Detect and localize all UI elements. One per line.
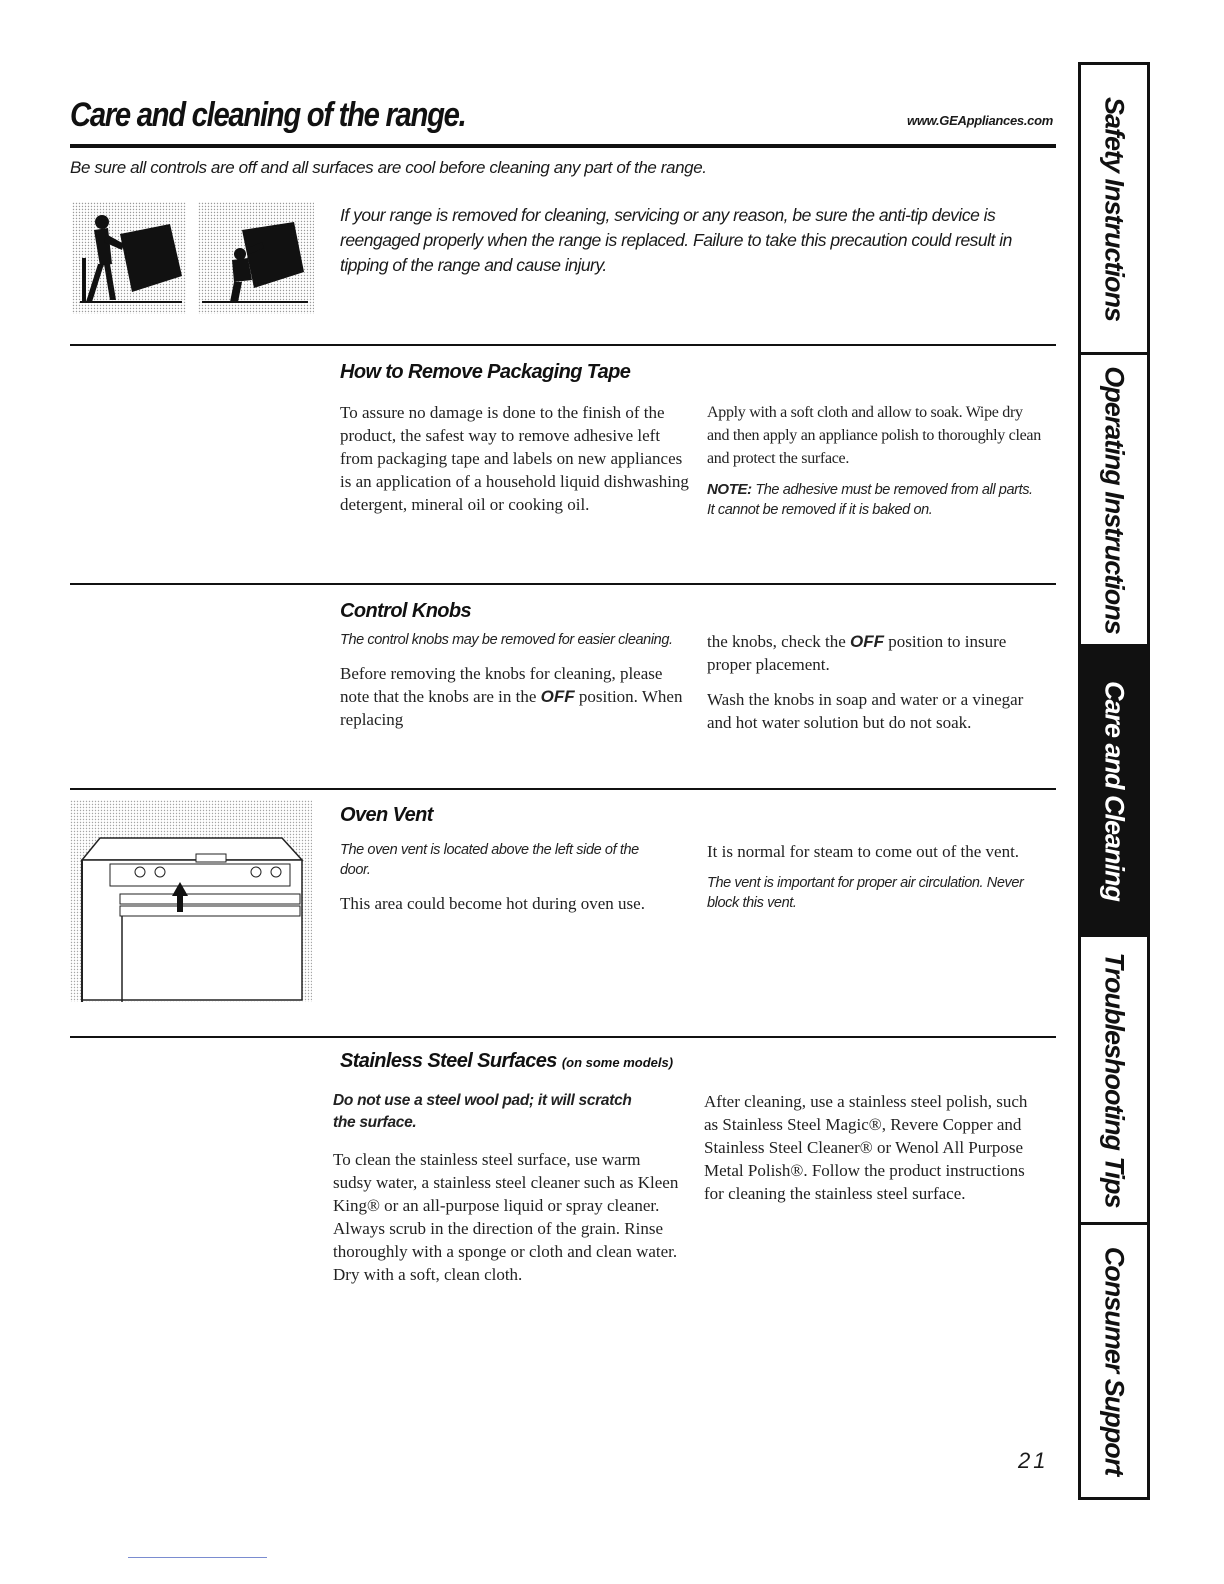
header-rule (70, 144, 1056, 148)
tape-right-paragraph: Apply with a soft cloth and allow to soak. Wipe dry and then apply an appliance polish to thoroughly clean and protect the surface. (707, 404, 1041, 467)
section-title-control-knobs: Control Knobs (340, 600, 472, 622)
knobs-left-column (340, 630, 690, 741)
page-title: Care and cleaning of the range. (70, 96, 466, 134)
intro-text: Be sure all controls are off and all surfaces are cool before cleaning any part of the range. (70, 158, 707, 177)
vent-right-column (707, 840, 1042, 923)
knobs-right-text-b: position to insure proper placement. (707, 632, 1007, 674)
tab-label: Safety Instructions (1099, 96, 1130, 321)
sidebar-nav (1078, 62, 1150, 1500)
section-title-packaging-tape: How to Remove Packaging Tape (340, 361, 631, 383)
knobs-right-paragraph-2: Wash the knobs in soap and water or a vinegar and hot water solution but do not soak. (707, 690, 1024, 732)
tab-care-and-cleaning[interactable] (1081, 647, 1147, 937)
section-rule (70, 1036, 1056, 1038)
section-rule (70, 344, 1056, 346)
section-rule (70, 583, 1056, 585)
page-number: 21 (1018, 1448, 1049, 1473)
vent-left-paragraph: This area could become hot during oven use. (340, 894, 645, 913)
note-text: The adhesive must be removed from all parts. It cannot be removed if it is baked on. (707, 482, 1033, 518)
tape-note (707, 480, 1042, 520)
steel-right-column (704, 1090, 1039, 1215)
section-title-oven-vent: Oven Vent (340, 804, 433, 826)
stainless-title-text: Stainless Steel Surfaces (340, 1050, 557, 1072)
off-keyword: OFF (850, 632, 885, 651)
website-link[interactable]: www.GEAppliances.com (907, 113, 1053, 128)
knobs-right-text-a: the knobs, check the (707, 632, 846, 651)
tab-label: Operating Instructions (1099, 365, 1130, 634)
steel-left-paragraph: To clean the stainless steel surface, use warm sudsy water, a stainless steel cleaner such as Kleen King® or an all-purpose liquid or spray cleaner. Always scrub in the direction of the grain. Rinse thoroughly with a sponge or cloth and clean water. Dry with a soft, clean cloth. (333, 1150, 679, 1284)
tab-operating-instructions[interactable] (1081, 355, 1147, 647)
bottom-rule (128, 1557, 267, 1558)
oven-vent-illustration (70, 800, 312, 1002)
knobs-left-paragraph (340, 662, 690, 731)
tape-right-column (707, 401, 1042, 530)
tab-label: Troubleshooting Tips (1099, 952, 1130, 1207)
tape-left-paragraph: To assure no damage is done to the finish of the product, the safest way to remove adhesive left from packaging tape and labels on new appliances is an application of a household liquid dishwashing detergent, mineral oil or cooking oil. (340, 403, 689, 514)
vent-right-italic: The vent is important for proper air circulation. Never block this vent. (707, 875, 1024, 911)
knobs-right-column (707, 630, 1042, 744)
anti-tip-warning: If your range is removed for cleaning, servicing or any reason, be sure the anti-tip device is reengaged properly when the range is replaced. Failure to take this precaution could result in tipping of the range and cause injury. (340, 205, 1012, 275)
off-keyword: OFF (540, 687, 575, 706)
tab-label: Care and Cleaning (1099, 680, 1130, 901)
vent-right-paragraph: It is normal for steam to come out of the vent. (707, 842, 1020, 861)
knobs-left-text-b: position. When replacing (340, 687, 683, 729)
knobs-left-italic: The control knobs may be removed for easier cleaning. (340, 632, 673, 648)
stainless-title-suffix: (on some models) (561, 1055, 674, 1070)
tab-safety-instructions[interactable] (1081, 65, 1147, 355)
tab-consumer-support[interactable] (1081, 1225, 1147, 1497)
steel-left-column (333, 1090, 681, 1296)
vent-left-italic: The oven vent is located above the left side of the door. (340, 842, 639, 878)
vent-left-column (340, 840, 690, 925)
tab-label: Consumer Support (1099, 1246, 1130, 1476)
steel-right-paragraph: After cleaning, use a stainless steel polish, such as Stainless Steel Magic®, Revere Copper and Stainless Steel Cleaner® or Wenol All Purpose Metal Polish®. Follow the product instructions for cleaning the stainless steel surface. (704, 1092, 1028, 1203)
section-title-stainless-steel (340, 1050, 673, 1073)
tab-troubleshooting-tips[interactable] (1081, 937, 1147, 1225)
knobs-right-paragraph-1 (707, 630, 1042, 676)
steel-warning: Do not use a steel wool pad; it will scratch the surface. (333, 1092, 632, 1131)
anti-tip-illustration (72, 202, 314, 314)
tape-left-column (340, 401, 690, 526)
knobs-left-text-a: Before removing the knobs for cleaning, please note that the knobs are in the (340, 664, 663, 706)
note-label: NOTE: (707, 481, 752, 498)
section-rule (70, 788, 1056, 790)
